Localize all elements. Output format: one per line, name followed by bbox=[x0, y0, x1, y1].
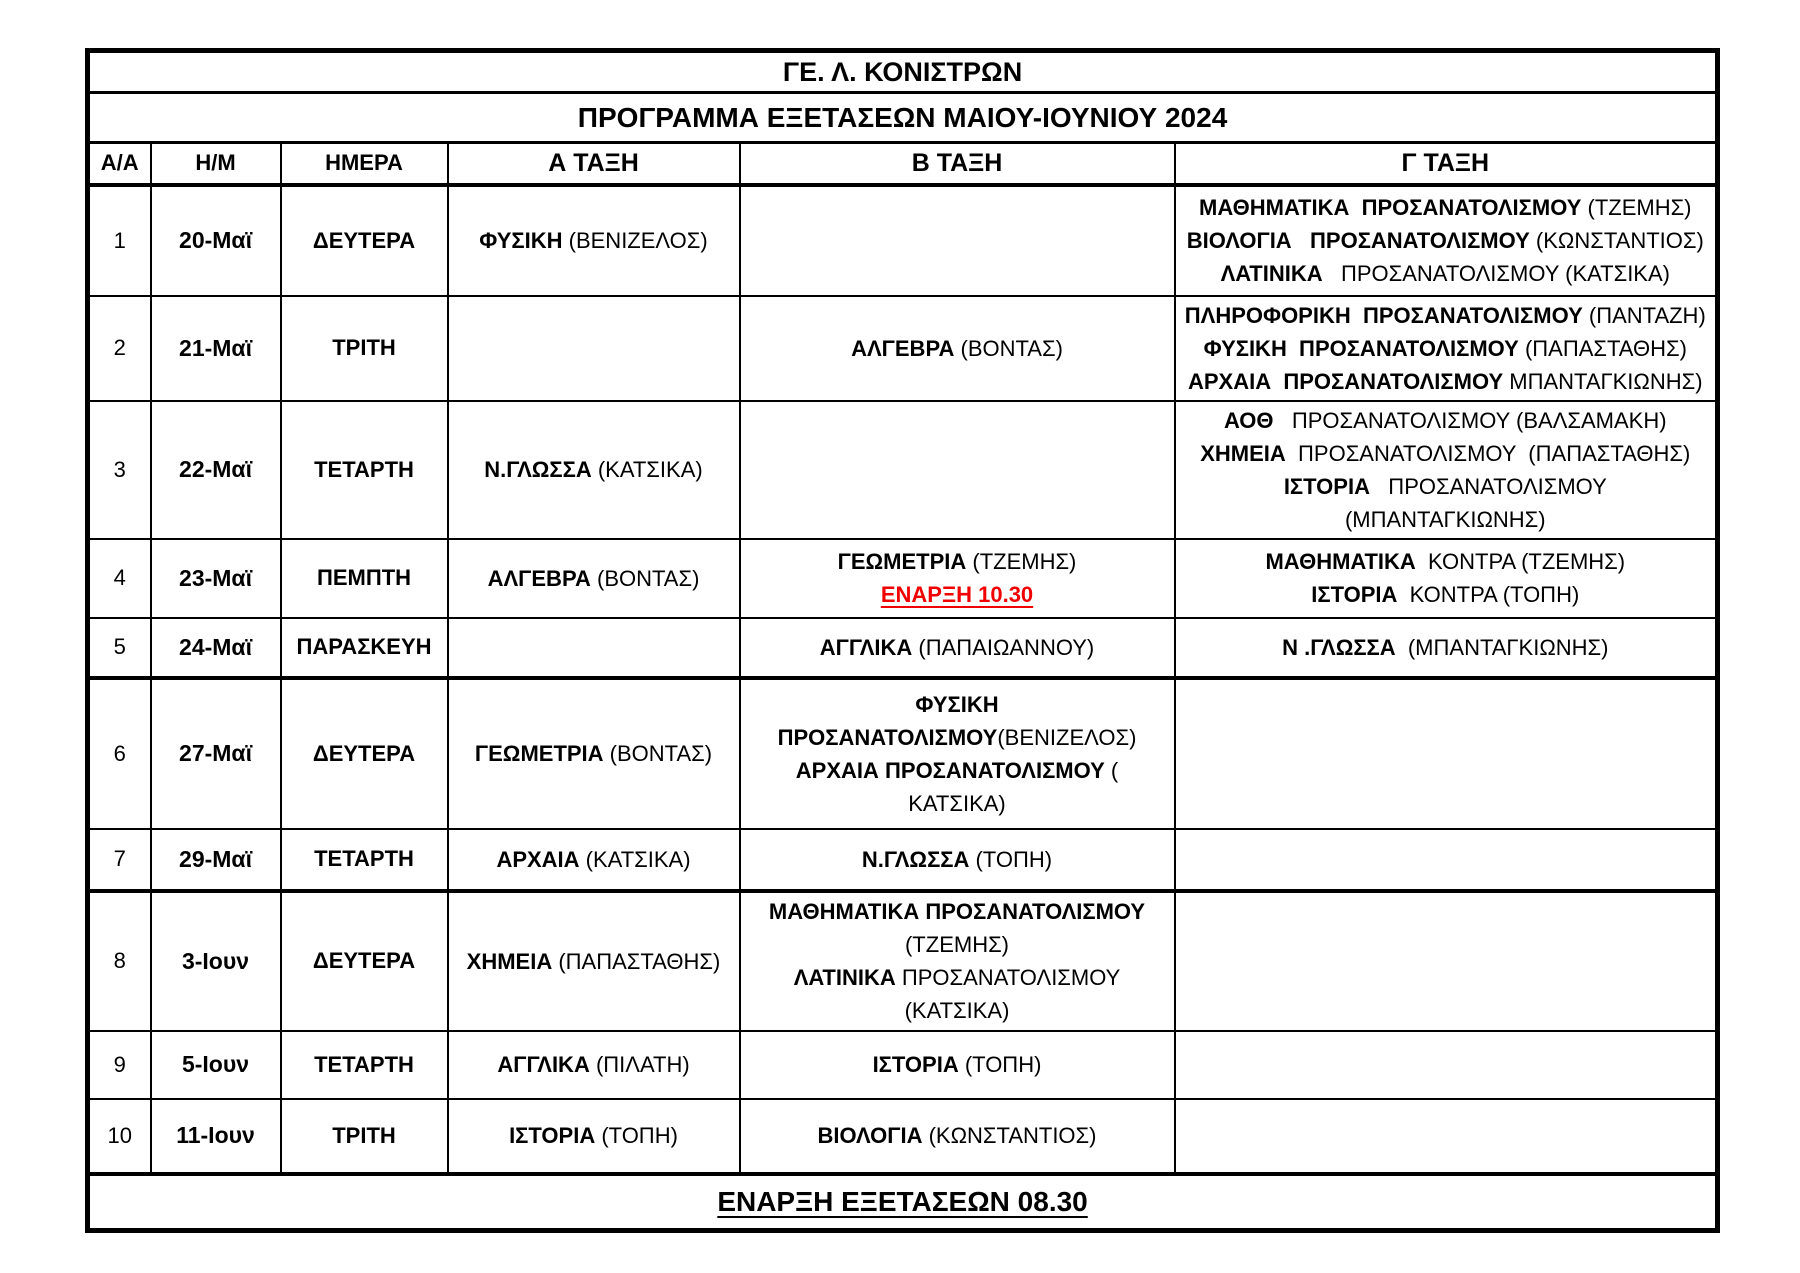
c-class-cell bbox=[1175, 185, 1718, 296]
subject-name: ΓΕΩΜΕΤΡΙΑ bbox=[837, 549, 967, 574]
b-class-cell bbox=[740, 1031, 1175, 1099]
teacher-name: (ΚΑΤΣΙΚΑ) bbox=[591, 457, 703, 482]
exam-entry-line bbox=[1182, 365, 1710, 398]
exam-entry-line bbox=[455, 1119, 733, 1152]
date-cell: 23-Μαϊ bbox=[151, 539, 281, 618]
subject-name: ΠΛΗΡΟΦΟΡΙΚΗ ΠΡΟΣΑΝΑΤΟΛΙΣΜΟΥ bbox=[1184, 302, 1583, 328]
exam-schedule-sheet bbox=[85, 48, 1720, 1233]
teacher-name: (ΠΑΠΑΣΤΑΘΗΣ) bbox=[552, 948, 721, 974]
teacher-name: (ΠΑΠΑΣΤΑΘΗΣ) bbox=[1518, 335, 1687, 361]
subject-name: ΜΑΘΗΜΑΤΙΚΑ bbox=[1265, 549, 1416, 574]
row-number-cell: 7 bbox=[88, 829, 151, 891]
a-class-cell bbox=[448, 1099, 740, 1174]
subject-name: ΦΥΣΙΚΗ ΠΡΟΣΑΝΑΤΟΛΙΣΜΟΥ bbox=[1203, 335, 1519, 361]
subject-name: ΧΗΜΕΙΑ bbox=[466, 948, 553, 974]
date-cell: 20-Μαϊ bbox=[151, 185, 281, 296]
subject-name: ΙΣΤΟΡΙΑ bbox=[509, 1123, 596, 1148]
date-cell: 3-Ιουν bbox=[151, 891, 281, 1031]
teacher-name: (ΤΟΠΗ) bbox=[958, 1052, 1042, 1077]
weekday-cell: ΤΕΤΑΡΤΗ bbox=[281, 1031, 448, 1099]
b-class-cell bbox=[740, 539, 1175, 618]
exam-start-time bbox=[88, 1174, 1718, 1231]
subject-name: ΛΑΤΙΝΙΚΑ bbox=[1220, 261, 1323, 286]
exam-entry-line bbox=[747, 545, 1168, 578]
row-number-cell: 10 bbox=[88, 1099, 151, 1174]
teacher-name: (ΒΟΝΤΑΣ) bbox=[590, 565, 700, 591]
exam-day-row bbox=[88, 539, 1718, 618]
subject-name: ΑΛΓΕΒΡΑ bbox=[487, 565, 591, 591]
footer-row bbox=[88, 1174, 1718, 1231]
subject-name: Ν.ΓΛΩΣΣΑ bbox=[484, 457, 592, 482]
teacher-name: (ΠΑΝΤΑΖΗ) bbox=[1582, 302, 1706, 328]
exam-schedule-table bbox=[85, 48, 1720, 1233]
a-class-cell bbox=[448, 401, 740, 539]
exam-entry-line bbox=[1182, 578, 1710, 611]
row-number-cell: 2 bbox=[88, 296, 151, 401]
exam-entry-line bbox=[1182, 631, 1710, 664]
subject-name: ΜΑΘΗΜΑΤΙΚΑ ΠΡΟΣΑΝΑΤΟΛΙΣΜΟΥ bbox=[768, 899, 1146, 924]
exam-entry-line bbox=[1182, 470, 1710, 536]
title-row-program bbox=[88, 93, 1718, 143]
a-class-cell bbox=[448, 678, 740, 829]
column-header-day: ΗΜΕΡΑ bbox=[281, 143, 448, 185]
exam-entry-line bbox=[1182, 224, 1710, 257]
weekday-cell: ΤΡΙΤΗ bbox=[281, 1099, 448, 1174]
teacher-name: (ΒΕΝΙΖΕΛΟΣ) bbox=[997, 724, 1137, 750]
teacher-name: ΠΡΟΣΑΝΑΤΟΛΙΣΜΟΥ (ΚΑΤΣΙΚΑ) bbox=[895, 965, 1127, 1023]
teacher-name: (ΚΩΝΣΤΑΝΤΙΟΣ) bbox=[922, 1123, 1097, 1148]
teacher-name: (ΒΕΝΙΖΕΛΟΣ) bbox=[562, 228, 708, 253]
weekday-cell: ΤΡΙΤΗ bbox=[281, 296, 448, 401]
teacher-name: ΜΠΑΝΤΑΓΚΙΩΝΗΣ) bbox=[1503, 368, 1703, 394]
exam-day-row bbox=[88, 618, 1718, 678]
teacher-name: ΚΟΝΤΡΑ (ΤΟΠΗ) bbox=[1397, 582, 1580, 607]
a-class-cell bbox=[448, 891, 740, 1031]
exam-entry-line bbox=[1182, 404, 1710, 437]
row-number-cell: 5 bbox=[88, 618, 151, 678]
column-header-b-class: Β ΤΑΞΗ bbox=[740, 143, 1175, 185]
teacher-name: ( ΚΑΤΣΙΚΑ) bbox=[908, 757, 1125, 816]
date-cell: 27-Μαϊ bbox=[151, 678, 281, 829]
subject-name: ΑΡΧΑΙΑ ΠΡΟΣΑΝΑΤΟΛΙΣΜΟΥ bbox=[795, 757, 1105, 783]
exam-day-row bbox=[88, 829, 1718, 891]
subject-name: ΙΣΤΟΡΙΑ bbox=[872, 1052, 959, 1077]
exam-start-time-text: ΕΝΑΡΞΗ ΕΞΕΤΑΣΕΩΝ 08.30 bbox=[717, 1185, 1088, 1217]
date-cell: 11-Ιουν bbox=[151, 1099, 281, 1174]
weekday-cell: ΤΕΤΑΡΤΗ bbox=[281, 401, 448, 539]
a-class-cell bbox=[448, 539, 740, 618]
c-class-cell bbox=[1175, 891, 1718, 1031]
subject-name: ΑΡΧΑΙΑ bbox=[496, 846, 580, 872]
column-header-c-class: Γ ΤΑΞΗ bbox=[1175, 143, 1718, 185]
exam-entry-line bbox=[747, 928, 1168, 961]
teacher-name: (ΒΟΝΤΑΣ) bbox=[954, 335, 1063, 361]
b-class-cell bbox=[740, 401, 1175, 539]
row-number-cell: 8 bbox=[88, 891, 151, 1031]
teacher-name: (ΤΖΕΜΗΣ) bbox=[904, 932, 1010, 957]
exam-day-row bbox=[88, 296, 1718, 401]
exam-entry-line bbox=[455, 843, 733, 876]
column-header-a-class: Α ΤΑΞΗ bbox=[448, 143, 740, 185]
weekday-cell: ΔΕΥΤΕΡΑ bbox=[281, 185, 448, 296]
exam-entry-line bbox=[1182, 332, 1710, 365]
row-number-cell: 6 bbox=[88, 678, 151, 829]
exam-entry-line bbox=[455, 945, 733, 978]
subject-name: ΑΓΓΛΙΚΑ bbox=[819, 634, 913, 660]
subject-name: Ν .ΓΛΩΣΣΑ bbox=[1282, 634, 1396, 660]
row-number-cell: 1 bbox=[88, 185, 151, 296]
teacher-name: (ΤΖΕΜΗΣ) bbox=[1581, 195, 1692, 220]
row-number-cell: 9 bbox=[88, 1031, 151, 1099]
row-number-cell: 3 bbox=[88, 401, 151, 539]
exam-entry-line bbox=[455, 453, 733, 486]
b-class-cell bbox=[740, 891, 1175, 1031]
subject-name: ΙΣΤΟΡΙΑ bbox=[1311, 582, 1398, 607]
exam-day-row bbox=[88, 891, 1718, 1031]
date-cell: 22-Μαϊ bbox=[151, 401, 281, 539]
exam-entry-line bbox=[1182, 191, 1710, 224]
exam-day-row bbox=[88, 678, 1718, 829]
date-cell: 29-Μαϊ bbox=[151, 829, 281, 891]
school-title: ΓΕ. Λ. ΚΟΝΙΣΤΡΩΝ bbox=[88, 51, 1718, 93]
exam-entry-line bbox=[455, 1048, 733, 1081]
subject-name: ΒΙΟΛΟΓΙΑ ΠΡΟΣΑΝΑΤΟΛΙΣΜΟΥ bbox=[1186, 228, 1530, 253]
row-number-cell: 4 bbox=[88, 539, 151, 618]
b-class-cell bbox=[740, 678, 1175, 829]
subject-name: ΓΕΩΜΕΤΡΙΑ bbox=[474, 741, 604, 766]
subject-name: ΒΙΟΛΟΓΙΑ bbox=[817, 1123, 923, 1148]
subject-name: ΑΓΓΛΙΚΑ bbox=[497, 1052, 590, 1077]
c-class-cell bbox=[1175, 1031, 1718, 1099]
subject-name: ΦΥΣΙΚΗ ΠΡΟΣΑΝΑΤΟΛΙΣΜΟΥ bbox=[777, 691, 1005, 750]
exam-entry-line bbox=[747, 332, 1168, 365]
teacher-name: (ΠΑΠΑΙΩΑΝΝΟΥ) bbox=[912, 634, 1095, 660]
teacher-name: ΠΡΟΣΑΝΑΤΟΛΙΣΜΟΥ (ΠΑΠΑΣΤΑΘΗΣ) bbox=[1285, 440, 1691, 466]
c-class-cell bbox=[1175, 618, 1718, 678]
weekday-cell: ΔΕΥΤΕΡΑ bbox=[281, 891, 448, 1031]
exam-entry-line bbox=[747, 1048, 1168, 1081]
exam-entry-line bbox=[455, 562, 733, 595]
date-cell: 24-Μαϊ bbox=[151, 618, 281, 678]
weekday-cell: ΠΑΡΑΣΚΕΥΗ bbox=[281, 618, 448, 678]
teacher-name: (ΠΙΛΑΤΗ) bbox=[589, 1052, 690, 1077]
column-header-row bbox=[88, 143, 1718, 185]
teacher-name: ΚΟΝΤΡΑ (ΤΖΕΜΗΣ) bbox=[1415, 549, 1626, 574]
b-class-cell bbox=[740, 1099, 1175, 1174]
teacher-name: (ΒΟΝΤΑΣ) bbox=[603, 741, 713, 766]
weekday-cell: ΤΕΤΑΡΤΗ bbox=[281, 829, 448, 891]
a-class-cell bbox=[448, 296, 740, 401]
date-cell: 21-Μαϊ bbox=[151, 296, 281, 401]
exam-entry-line bbox=[747, 961, 1168, 1027]
date-cell: 5-Ιουν bbox=[151, 1031, 281, 1099]
exam-entry-line bbox=[1182, 257, 1710, 290]
teacher-name: ΠΡΟΣΑΝΑΤΟΛΙΣΜΟΥ (ΚΑΤΣΙΚΑ) bbox=[1322, 261, 1670, 286]
teacher-name: (ΤΖΕΜΗΣ) bbox=[966, 549, 1077, 574]
exam-entry-line bbox=[747, 843, 1168, 876]
teacher-name: (ΚΑΤΣΙΚΑ) bbox=[579, 846, 691, 872]
exam-entry-line bbox=[747, 578, 1168, 611]
subject-name: ΜΑΘΗΜΑΤΙΚΑ ΠΡΟΣΑΝΑΤΟΛΙΣΜΟΥ bbox=[1199, 195, 1582, 220]
c-class-cell bbox=[1175, 401, 1718, 539]
teacher-name: (ΤΟΠΗ) bbox=[595, 1123, 678, 1148]
title-row-school bbox=[88, 51, 1718, 93]
subject-name: ΑΟΘ bbox=[1224, 407, 1274, 433]
subject-name: ΑΡΧΑΙΑ ΠΡΟΣΑΝΑΤΟΛΙΣΜΟΥ bbox=[1188, 368, 1504, 394]
teacher-name: (ΜΠΑΝΤΑΓΚΙΩΝΗΣ) bbox=[1395, 634, 1609, 660]
c-class-cell bbox=[1175, 296, 1718, 401]
b-class-cell bbox=[740, 829, 1175, 891]
exam-day-row bbox=[88, 1099, 1718, 1174]
exam-entry-line bbox=[455, 224, 733, 257]
column-header-aa: Α/Α bbox=[88, 143, 151, 185]
b-class-cell bbox=[740, 618, 1175, 678]
teacher-name: ΠΡΟΣΑΝΑΤΟΛΙΣΜΟΥ (ΒΑΛΣΑΜΑΚΗ) bbox=[1273, 407, 1667, 433]
exam-entry-line bbox=[747, 1119, 1168, 1152]
a-class-cell bbox=[448, 829, 740, 891]
exam-entry-line bbox=[1182, 545, 1710, 578]
exam-entry-line bbox=[747, 688, 1168, 754]
b-class-cell bbox=[740, 296, 1175, 401]
exam-entry-line bbox=[455, 737, 733, 770]
exam-entry-line bbox=[1182, 437, 1710, 470]
a-class-cell bbox=[448, 618, 740, 678]
c-class-cell bbox=[1175, 1099, 1718, 1174]
exam-entry-line bbox=[747, 895, 1168, 928]
a-class-cell bbox=[448, 185, 740, 296]
b-class-cell bbox=[740, 185, 1175, 296]
exam-day-row bbox=[88, 401, 1718, 539]
exam-entry-line bbox=[1182, 299, 1710, 332]
column-header-hm: Η/Μ bbox=[151, 143, 281, 185]
subject-name: ΦΥΣΙΚΗ bbox=[479, 228, 563, 253]
c-class-cell bbox=[1175, 678, 1718, 829]
subject-name: ΑΛΓΕΒΡΑ bbox=[851, 335, 955, 361]
teacher-name: (ΤΟΠΗ) bbox=[969, 846, 1053, 872]
teacher-name: ΠΡΟΣΑΝΑΤΟΛΙΣΜΟΥ (ΜΠΑΝΤΑΓΚΙΩΝΗΣ) bbox=[1344, 473, 1613, 532]
c-class-cell bbox=[1175, 539, 1718, 618]
subject-name: ΛΑΤΙΝΙΚΑ bbox=[793, 965, 896, 990]
exam-entry-line bbox=[747, 631, 1168, 664]
weekday-cell: ΔΕΥΤΕΡΑ bbox=[281, 678, 448, 829]
exam-entry-line bbox=[747, 754, 1168, 820]
teacher-name: (ΚΩΝΣΤΑΝΤΙΟΣ) bbox=[1529, 228, 1704, 253]
a-class-cell bbox=[448, 1031, 740, 1099]
start-time-note: ΕΝΑΡΞΗ 10.30 bbox=[880, 582, 1034, 607]
exam-day-row bbox=[88, 185, 1718, 296]
exam-day-row bbox=[88, 1031, 1718, 1099]
weekday-cell: ΠΕΜΠΤΗ bbox=[281, 539, 448, 618]
c-class-cell bbox=[1175, 829, 1718, 891]
subject-name: Ν.ΓΛΩΣΣΑ bbox=[861, 846, 970, 872]
subject-name: ΧΗΜΕΙΑ bbox=[1200, 440, 1286, 466]
subject-name: ΙΣΤΟΡΙΑ bbox=[1283, 473, 1370, 499]
program-title: ΠΡΟΓΡΑΜΜΑ ΕΞΕΤΑΣΕΩΝ ΜΑΙΟΥ-ΙΟΥΝΙΟΥ 2024 bbox=[88, 93, 1718, 143]
